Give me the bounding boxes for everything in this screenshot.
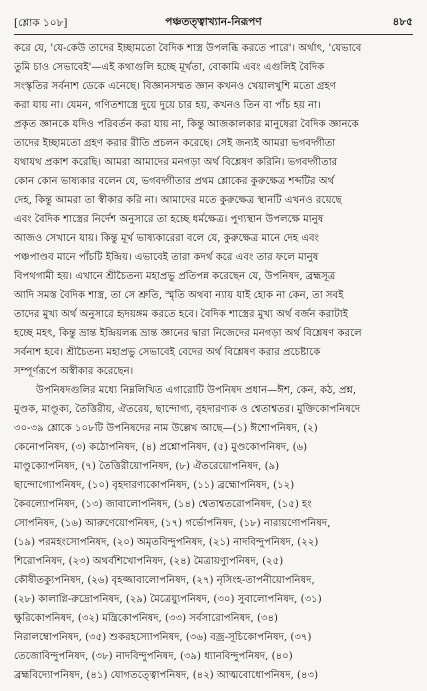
text-line: করা যায় না। যেমন, গণিতশাস্ত্রে দুয়ে দুয়ে চার হয়, কখনও তিন বা পাঁচ হয় না। [14,100,321,111]
text-line: হচ্ছে মহৎ, কিন্তু ভ্রান্ত ইন্দ্রিয়লব্ধ ভ্রান্ত জ্ঞানের দ্বারা নিজেদের মনগড়া অর্থ বিশ্লেষণ করলে [14,328,362,339]
text-line: সর্বনাশ হবে। শ্রীচৈতন্য মহাপ্রভু সেভাবেই বেদের অর্থ বিশ্লেষণ করার প্রচেষ্টাকে [14,347,321,358]
text-line: শিরোপনিষদ, (২৩) অথর্বশিখোপনিষদ, (২৪) মৈত্রায়ণ্যুপনিষদ, (২৫) [14,556,284,567]
page-number: ৪৮৫ [392,16,413,28]
text-line: মুণ্ডক, মাণ্ডূক্য, তৈত্তিরীয়, ঐতরেয়, ছান্দোগ্য, বৃহদারণ্যক ও শ্বেতাশ্বতর। মুক্তিকোপনিষদে [14,404,361,415]
text-line: যথাযথ প্রকাশ করেছি। আমরা আমাদের মনগড়া অর্থ বিশ্লেষণ করিনি। ভগবদ্গীতার [14,157,338,168]
text-line: ব্রহ্মবিদ্যোপনিষদ, (৪১) যোগতত্ত্বোপনিষদ, (৪২) আত্মবোধোপনিষদ, (৪৩) [14,670,319,681]
text-line: তুমি চাও সেভাবেই'—এই কথাগুলি হচ্ছে মূর্খতা, বোকামি এবং এগুলিই বৈদিক [14,62,325,73]
text-line: (২৮) কালাগ্নি-রুদ্রোপনিষদ, (২৯) মৈত্রেয়্যুপনিষদ, (৩০) সুবালোপনিষদ, (৩১) [14,594,322,605]
text-line: প্রকৃত জ্ঞানকে যদিও পরিবর্তন করা যায় না, কিন্তু আজকালকার মানুষেরা বৈদিক জ্ঞানকে [14,119,359,130]
text-line: পঞ্চপাণ্ডব মানে পাঁচটি ইন্দ্রিয়। এভাবেই তারা কদর্থ করে এবং তার ফলে মানুষ [14,252,319,263]
paragraph-start-line: উপনিষদগুলির মধ্যে নিম্নলিখিত এগারোটি উপনিষদ প্রধান—ঈশ, কেন, কঠ, প্রশ্ন, [36,385,357,396]
verse-reference: [শ্লোক ১০৮] [14,17,68,29]
text-line: কৈবল্যোপনিষদ, (১৩) জাবালোপনিষদ, (১৪) শ্বেতাশ্বতরোপনিষদ, (১৫) হং [14,499,312,510]
text-line: ক্ষুরিকোপনিষদ, (৩২) মন্ত্রিকোপনিষদ, (৩৩) সর্বসারোপনিষদ, (৩৪) [14,613,278,624]
text-line: সম্পূর্ণরূপে অস্বীকার করেছেন। [14,366,134,377]
text-line: ছান্দোগ্যোপনিষদ, (১০) বৃহদারণ্যকোপনিষদ, (১১) ব্রহ্মোপনিষদ, (১২) [14,480,295,491]
text-line: দেহ, কিন্তু আমরা তা স্বীকার করি না। আমাদের মতে কুরুক্ষেত্র স্থানটি এখনও রয়েছে [14,195,342,206]
text-line: সোপনিষদ, (১৬) আরুণেয়োপনিষদ, (১৭) গর্ভোপনিষদ, (১৮) নারায়ণোপনিষদ, [14,518,331,529]
text-line: কোন কোন ভাষ্যকার বলেন যে, ভগবদ্গীতার প্রথম শ্লোকের কুরুক্ষেত্র শব্দটির অর্থ [14,176,335,187]
text-line: আজও সেখানে যায়। কিন্তু মূর্খ ভাষ্যকারেরা বলে যে, কুরুক্ষেত্র মানে দেহ এবং [14,233,320,244]
text-line: মাণ্ডুক্যোপনিষদ, (৭) তৈত্তিরীয়োপনিষদ, (৮) ঐতরেয়োপনিষদ, (৯) [14,461,280,472]
page-body [14,39,413,685]
text-line: কেনোপনিষদ, (৩) কঠোপনিষদ, (৪) প্রশ্নোপনিষদ, (৫) মুণ্ডকোপনিষদ, (৬) [14,442,308,453]
text-line: (১৯) পরমহংসোপনিষদ, (২০) অমৃতবিন্দুপনিষদ, (২১) নাদবিন্দুপনিষদ, (২২) [14,537,319,548]
running-title: পঞ্চতত্ত্বাখ্যান-নিরূপণ [165,16,262,28]
text-line: সংস্কৃতির সর্বনাশ ডেকে এনেছে। বিজ্ঞানসম্মত জ্ঞান কখনও খেয়ালখুশি মতো গ্রহণ [14,81,336,92]
text-line: তাদের মুখ্য অর্থ অনুসারে হৃদয়ঙ্গম করতে হবে। বৈদিক শাস্ত্রের মুখ্য অর্থ বর্জন করাটাই [14,309,349,320]
text-line: বিপথগামী হয়। এখানে শ্রীচৈতন্য মহাপ্রভু প্রতিপন্ন করেছেন যে, উপনিষদ, ব্রহ্মসূত্র [14,271,336,282]
text-line: কৌষীতক্যুপনিষদ, (২৬) বৃহজ্জাবালোপনিষদ, (২৭) নৃসিংহ-তাপনীয়োপনিষদ, [14,575,315,586]
text-line: তাদের ইচ্ছামতো গ্রহণ করার রীতি প্রচলন করেছে। সেই জন্যই আমরা ভগবদ্গীতা [14,138,336,149]
text-line: নিরালম্বোপনিষদ, (৩৫) শুকরহস্যোপনিষদ, (৩৬) বজ্র-সূচিকোপনিষদ, (৩৭) [14,632,312,643]
text-line: ৩০-৩৯ শ্লোকে ১০৮টি উপনিষদের নাম উল্লেখ আছে—(১) ঈশোপনিষদ, (২) [14,423,318,434]
text-line: করে যে, 'যে-কেউ তাদের ইচ্ছামতো বৈদিক শাস্ত্র উপলব্ধি করতে পারে'। অর্থাৎ, 'যেভাবে [14,43,362,54]
page-header [14,14,413,35]
text-line: এবং বৈদিক শাস্ত্রের নির্দেশ অনুসারে তা হচ্ছে ধর্মক্ষেত্র। পুণ্যস্থান উপলক্ষে মানুষ [14,214,324,225]
text-line: তেজোবিন্দুপনিষদ, (৩৮) নাদবিন্দুপনিষদ, (৩৯) ধ্যানবিন্দুপনিষদ, (৪০) [14,651,293,662]
text-line: আদি সমস্ত বৈদিক শাস্ত্র, তা সে শ্রুতি, স্মৃতি অথবা ন্যায় যাই হোক না কেন, তা সবই [14,290,344,301]
